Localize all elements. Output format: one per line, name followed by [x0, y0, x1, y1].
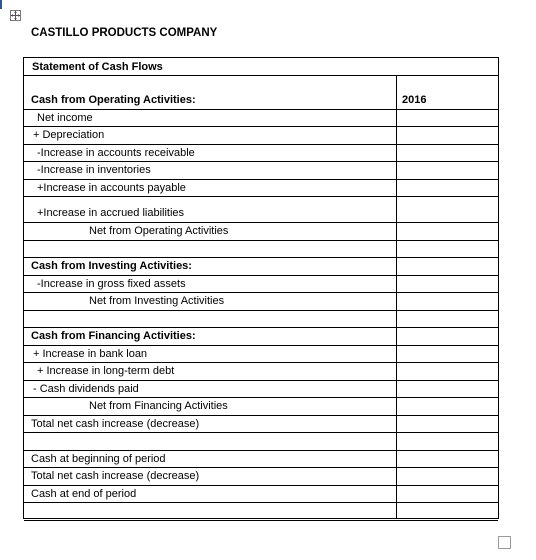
- table-move-handle-icon[interactable]: [10, 10, 21, 21]
- row-label: + Increase in bank loan: [33, 347, 148, 360]
- row-label: -Increase in inventories: [37, 164, 151, 176]
- row-label: - Cash dividends paid: [33, 382, 139, 395]
- table-row[interactable]: [24, 293, 498, 311]
- row-label: Cash at end of period: [31, 487, 137, 500]
- table-header: [24, 58, 498, 76]
- row-label: Net from Investing Activities: [89, 295, 225, 307]
- table-row[interactable]: [24, 486, 498, 504]
- cash-flow-table: [23, 57, 499, 519]
- row-label: Total net cash increase (decrease): [31, 470, 200, 482]
- table-row[interactable]: [24, 241, 498, 259]
- table-row[interactable]: [24, 468, 498, 486]
- row-label: -Increase in gross fixed assets: [37, 277, 186, 290]
- row-label: Net income: [37, 111, 93, 124]
- table-row[interactable]: [24, 223, 498, 241]
- table-row[interactable]: [24, 145, 498, 163]
- row-label: Total net cash increase (decrease): [31, 417, 200, 430]
- row-label: Cash at beginning of period: [31, 452, 166, 465]
- table-row[interactable]: [24, 328, 498, 346]
- row-label: + Depreciation: [33, 129, 105, 141]
- header-spacer: [24, 76, 498, 92]
- table-row[interactable]: [24, 110, 498, 128]
- table-row[interactable]: [24, 416, 498, 434]
- table-row[interactable]: [24, 451, 498, 469]
- table-row[interactable]: [24, 180, 498, 198]
- row-label: -Increase in accounts receivable: [37, 146, 195, 159]
- table-row[interactable]: [24, 311, 498, 329]
- table-row[interactable]: [24, 503, 498, 521]
- year-header: 2016: [402, 94, 427, 106]
- table-row[interactable]: [24, 433, 498, 451]
- statement-title: Statement of Cash Flows: [32, 61, 163, 73]
- table-row[interactable]: [24, 398, 498, 416]
- table-row[interactable]: [24, 127, 498, 145]
- table-row[interactable]: [24, 92, 498, 110]
- table-row[interactable]: [24, 162, 498, 180]
- row-label: Net from Financing Activities: [89, 400, 228, 412]
- row-label: Cash from Operating Activities:: [31, 94, 196, 106]
- text-cursor: [0, 0, 2, 9]
- row-label: Cash from Investing Activities:: [31, 260, 192, 272]
- table-row[interactable]: [24, 346, 498, 364]
- table-row[interactable]: [24, 276, 498, 294]
- table-row[interactable]: [24, 363, 498, 381]
- column-divider: [396, 75, 397, 519]
- row-label: Cash from Financing Activities:: [31, 330, 196, 342]
- table-row[interactable]: [24, 381, 498, 399]
- row-label: +Increase in accrued liabilities: [37, 207, 185, 219]
- table-row[interactable]: [24, 258, 498, 276]
- table-row[interactable]: [24, 197, 498, 223]
- row-label: Net from Operating Activities: [89, 225, 229, 237]
- row-label: + Increase in long-term debt: [37, 365, 175, 377]
- table-resize-handle-icon[interactable]: [498, 536, 511, 549]
- row-label: +Increase in accounts payable: [37, 181, 186, 194]
- company-name: CASTILLO PRODUCTS COMPANY: [31, 27, 218, 39]
